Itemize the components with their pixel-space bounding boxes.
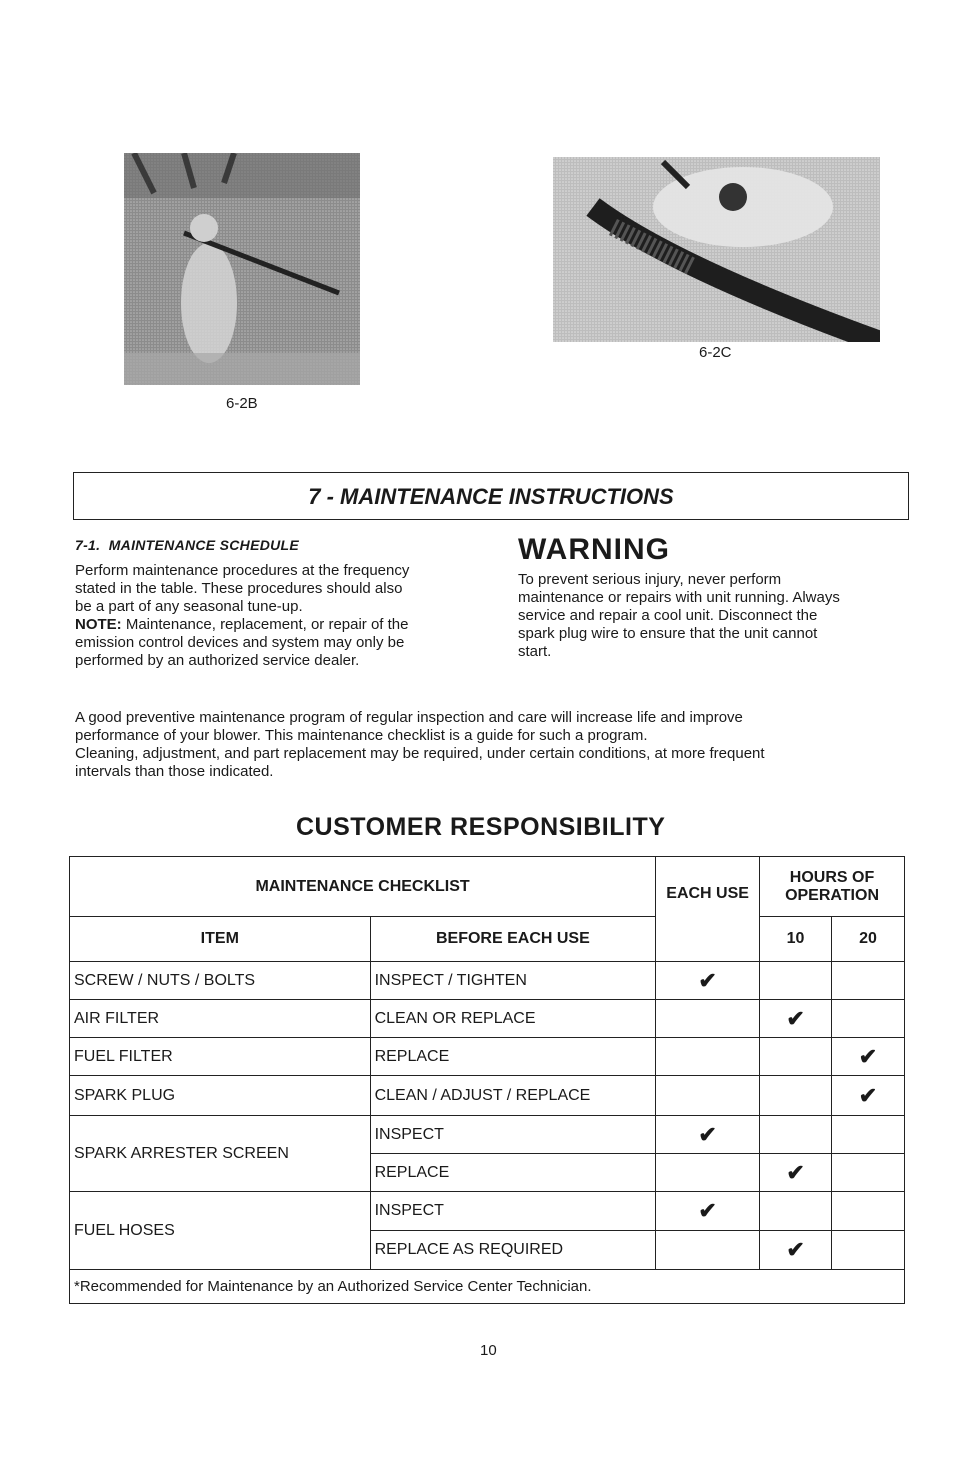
table-footnote: *Recommended for Maintenance by an Authorized Service Center Technician. xyxy=(70,1270,905,1304)
item-cell: SCREW / NUTS / BOLTS xyxy=(70,962,371,1000)
table-row xyxy=(70,962,905,1000)
each-use-cell xyxy=(656,1154,760,1192)
checklist-header: MAINTENANCE CHECKLIST xyxy=(70,857,656,917)
action-cell: INSPECT xyxy=(370,1192,656,1231)
figure-6-2c-photo xyxy=(553,157,880,342)
action-cell: REPLACE xyxy=(370,1154,656,1192)
warning-text xyxy=(518,571,918,661)
action-cell: REPLACE AS REQUIRED xyxy=(370,1231,656,1270)
warning-line: spark plug wire to ensure that the unit cannot xyxy=(518,625,818,642)
item-cell: FUEL FILTER xyxy=(70,1038,371,1076)
warning-line: start. xyxy=(518,643,552,660)
item-header: ITEM xyxy=(70,917,371,962)
figure-6-2b-photo xyxy=(124,153,360,385)
table-row xyxy=(70,1192,905,1231)
warning-heading: WARNING xyxy=(518,533,670,566)
hours-20-check: ✔ xyxy=(832,1076,905,1116)
customer-responsibility-heading: CUSTOMER RESPONSIBILITY xyxy=(296,813,666,841)
item-cell: FUEL HOSES xyxy=(70,1192,371,1270)
hours-10-cell xyxy=(760,962,832,1000)
hours-20-check: ✔ xyxy=(832,1038,905,1076)
table-row xyxy=(70,1116,905,1154)
table-row xyxy=(70,1000,905,1038)
before-each-use-header: BEFORE EACH USE xyxy=(370,917,656,962)
each-use-cell xyxy=(656,1000,760,1038)
hours-20-cell xyxy=(832,1154,905,1192)
action-cell: CLEAN OR REPLACE xyxy=(370,1000,656,1038)
hours-of-operation-header: HOURS OF OPERATION xyxy=(760,857,905,917)
warning-line: service and repair a cool unit. Disconnect the xyxy=(518,607,818,624)
each-use-cell xyxy=(656,1076,760,1116)
maintenance-checklist-table xyxy=(69,856,905,1304)
action-cell: INSPECT / TIGHTEN xyxy=(370,962,656,1000)
schedule-text xyxy=(75,562,495,670)
page-number: 10 xyxy=(480,1342,497,1359)
hours-10-header: 10 xyxy=(760,917,832,962)
hours-10-cell xyxy=(760,1038,832,1076)
action-cell: INSPECT xyxy=(370,1116,656,1154)
hours-10-cell xyxy=(760,1192,832,1231)
intro-line: A good preventive maintenance program of regular inspection and care will increase life and improve xyxy=(75,709,743,726)
each-use-check: ✔ xyxy=(656,1192,760,1231)
hours-20-header: 20 xyxy=(832,917,905,962)
hours-20-cell xyxy=(832,1192,905,1231)
table-row xyxy=(70,1076,905,1116)
table-row xyxy=(70,1038,905,1076)
schedule-note xyxy=(75,616,495,634)
intro-line: intervals than those indicated. xyxy=(75,763,274,780)
each-use-header: EACH USE xyxy=(656,857,760,962)
intro-paragraph xyxy=(75,709,915,781)
section-title: 7 - MAINTENANCE INSTRUCTIONS xyxy=(308,484,674,509)
section-header-box xyxy=(73,472,909,520)
schedule-line: Perform maintenance procedures at the frequency xyxy=(75,562,410,579)
hours-20-cell xyxy=(832,962,905,1000)
hours-10-check: ✔ xyxy=(760,1231,832,1270)
warning-line: maintenance or repairs with unit running. Always xyxy=(518,589,840,606)
action-cell: REPLACE xyxy=(370,1038,656,1076)
figure-6-2b-caption: 6-2B xyxy=(226,395,258,412)
intro-line: Cleaning, adjustment, and part replacement may be required, under certain conditions, at more frequent xyxy=(75,745,765,762)
schedule-line: stated in the table. These procedures should also xyxy=(75,580,403,597)
hours-20-cell xyxy=(832,1000,905,1038)
item-cell: SPARK PLUG xyxy=(70,1076,371,1116)
each-use-check: ✔ xyxy=(656,962,760,1000)
each-use-check: ✔ xyxy=(656,1116,760,1154)
note-label: NOTE: xyxy=(75,616,122,633)
note-line: performed by an authorized service dealer. xyxy=(75,652,360,669)
each-use-cell xyxy=(656,1038,760,1076)
item-cell: SPARK ARRESTER SCREEN xyxy=(70,1116,371,1192)
hours-20-cell xyxy=(832,1116,905,1154)
intro-line: performance of your blower. This maintenance checklist is a guide for such a program. xyxy=(75,727,648,744)
warning-line: To prevent serious injury, never perform xyxy=(518,571,782,588)
schedule-heading: 7-1. MAINTENANCE SCHEDULE xyxy=(75,537,300,553)
figure-6-2c-caption: 6-2C xyxy=(699,344,732,361)
schedule-line: be a part of any seasonal tune-up. xyxy=(75,598,303,615)
hours-10-cell xyxy=(760,1116,832,1154)
hours-10-check: ✔ xyxy=(760,1000,832,1038)
note-line: emission control devices and system may only be xyxy=(75,634,405,651)
item-cell: AIR FILTER xyxy=(70,1000,371,1038)
each-use-cell xyxy=(656,1231,760,1270)
hours-10-check: ✔ xyxy=(760,1154,832,1192)
hours-20-cell xyxy=(832,1231,905,1270)
hours-10-cell xyxy=(760,1076,832,1116)
note-line: Maintenance, replacement, or repair of the xyxy=(121,616,409,633)
action-cell: CLEAN / ADJUST / REPLACE xyxy=(370,1076,656,1116)
